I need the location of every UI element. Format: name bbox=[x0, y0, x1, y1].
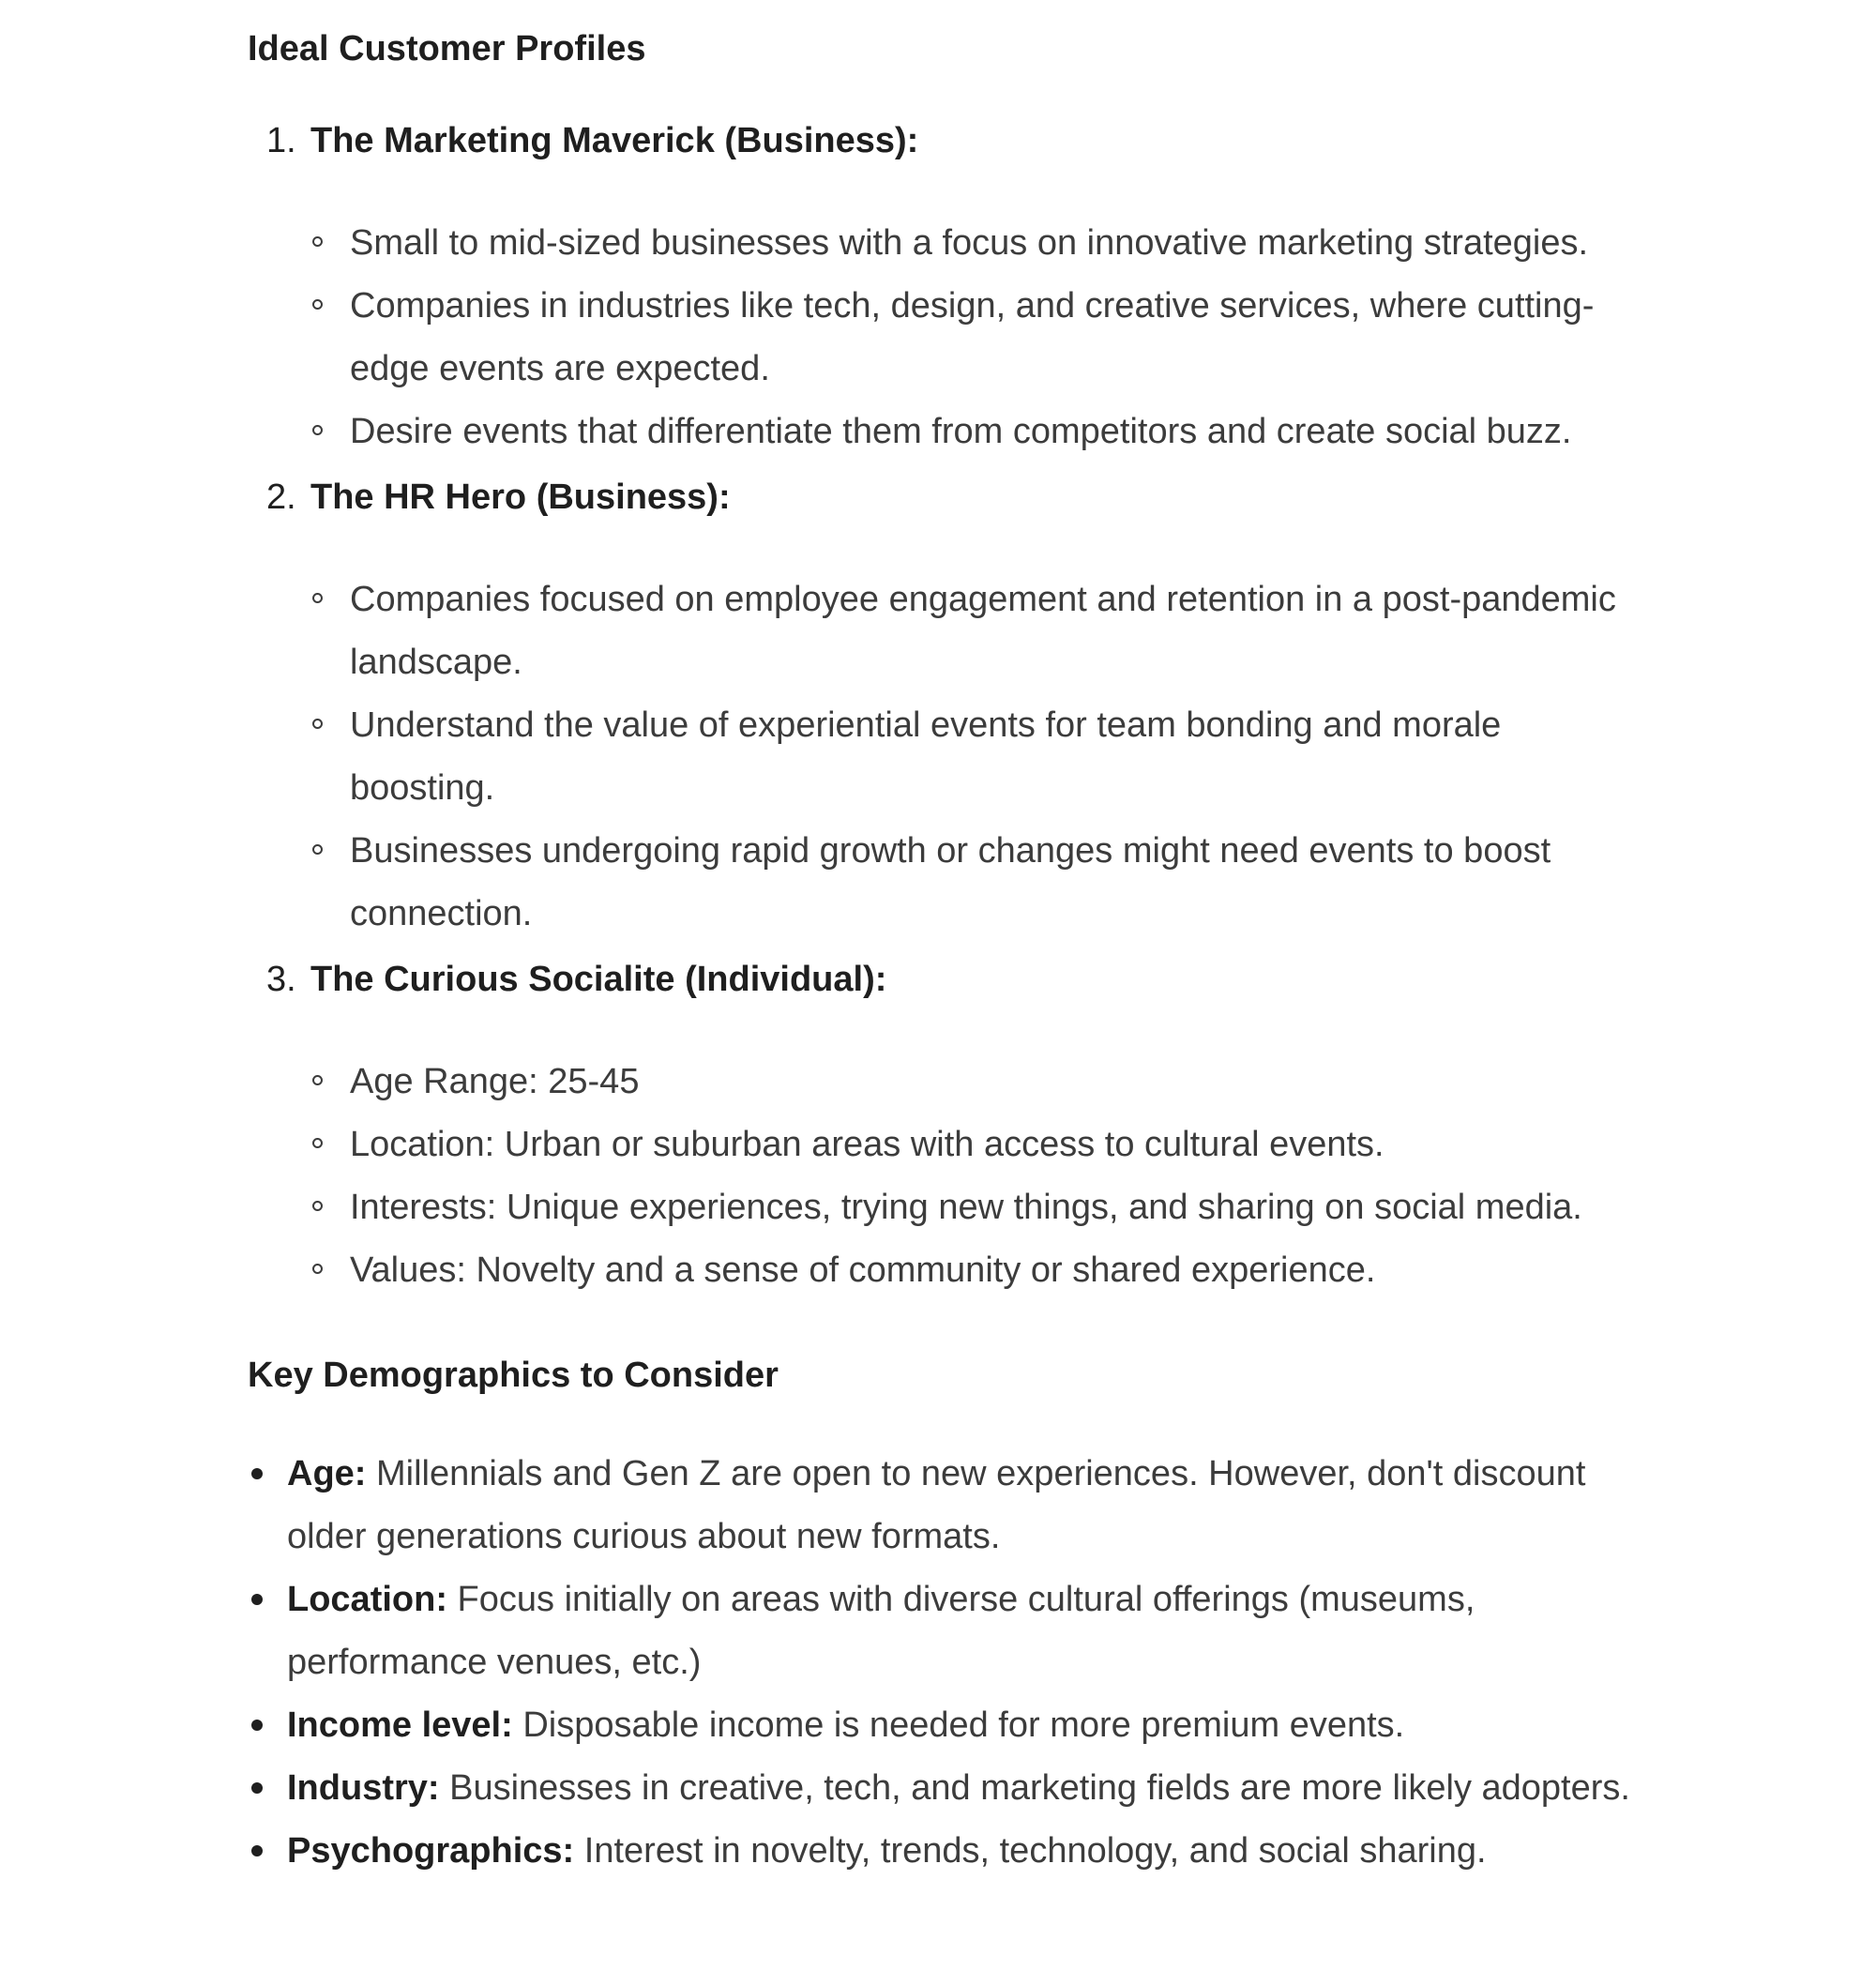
demographic-text: Interest in novelty, trends, technology, and social sharing. bbox=[574, 1831, 1487, 1871]
profile-title: The Marketing Maverick (Business): bbox=[310, 121, 919, 160]
profile-point bbox=[310, 568, 1636, 694]
disc-bullet-icon bbox=[251, 1782, 263, 1794]
profile-point-text: Understand the value of experiential events for team bonding and morale boosting. bbox=[350, 705, 1502, 808]
profile-item bbox=[248, 473, 1636, 946]
profile-point bbox=[310, 1114, 1636, 1176]
profile-point bbox=[310, 694, 1636, 820]
demographic-item bbox=[248, 1568, 1636, 1694]
circle-bullet-icon bbox=[312, 1264, 323, 1274]
demographic-text: Focus initially on areas with diverse cultural offerings (museums, performance venues, etc.) bbox=[287, 1580, 1475, 1682]
circle-bullet-icon bbox=[312, 1075, 323, 1085]
profile-points bbox=[310, 212, 1636, 463]
profile-point-text: Companies focused on employee engagement and retention in a post-pandemic landscape. bbox=[350, 580, 1616, 682]
profile-point-text: Interests: Unique experiences, trying new things, and sharing on social media. bbox=[350, 1188, 1582, 1227]
profile-title: The HR Hero (Business): bbox=[310, 477, 731, 517]
demographic-label: Income level: bbox=[287, 1705, 513, 1745]
demographic-item bbox=[248, 1820, 1636, 1883]
circle-bullet-icon bbox=[312, 593, 323, 603]
demographics-list bbox=[248, 1443, 1636, 1883]
profile-point bbox=[310, 1051, 1636, 1114]
demographic-text: Millennials and Gen Z are open to new experiences. However, don't discount older generations curious about new formats. bbox=[287, 1454, 1586, 1556]
profile-number: 3. bbox=[266, 960, 296, 999]
profile-point-text: Values: Novelty and a sense of community or shared experience. bbox=[350, 1250, 1376, 1290]
profile-point bbox=[310, 212, 1636, 275]
ideal-customer-profiles-heading: Ideal Customer Profiles bbox=[248, 29, 646, 68]
profile-number: 2. bbox=[266, 477, 296, 517]
disc-bullet-icon bbox=[251, 1720, 263, 1731]
profile-point-text: Businesses undergoing rapid growth or changes might need events to boost connection. bbox=[350, 831, 1551, 933]
circle-bullet-icon bbox=[312, 425, 323, 435]
profile-point bbox=[310, 1176, 1636, 1239]
demographic-label: Age: bbox=[287, 1454, 367, 1493]
profile-points bbox=[310, 1051, 1636, 1302]
profile-point-text: Location: Urban or suburban areas with access to cultural events. bbox=[350, 1125, 1384, 1164]
profile-point-text: Small to mid-sized businesses with a focus on innovative marketing strategies. bbox=[350, 223, 1589, 263]
profile-points bbox=[310, 568, 1636, 946]
demographic-label: Psychographics: bbox=[287, 1831, 575, 1871]
disc-bullet-icon bbox=[251, 1468, 263, 1479]
demographic-text: Disposable income is needed for more premium events. bbox=[512, 1705, 1405, 1745]
demographic-item bbox=[248, 1443, 1636, 1568]
disc-bullet-icon bbox=[251, 1594, 263, 1605]
demographic-label: Location: bbox=[287, 1580, 447, 1619]
circle-bullet-icon bbox=[312, 1138, 323, 1148]
circle-bullet-icon bbox=[312, 844, 323, 855]
demographic-item bbox=[248, 1694, 1636, 1757]
demographic-item bbox=[248, 1757, 1636, 1820]
demographic-label: Industry: bbox=[287, 1768, 440, 1808]
profile-title: The Curious Socialite (Individual): bbox=[310, 960, 887, 999]
response-content bbox=[248, 24, 1636, 1883]
profile-point bbox=[310, 820, 1636, 946]
profile-point bbox=[310, 275, 1636, 401]
circle-bullet-icon bbox=[312, 299, 323, 310]
profile-point bbox=[310, 401, 1636, 463]
profile-point-text: Age Range: 25-45 bbox=[350, 1062, 640, 1101]
disc-bullet-icon bbox=[251, 1845, 263, 1856]
profile-number: 1. bbox=[266, 121, 296, 160]
demographic-text: Businesses in creative, tech, and marketing fields are more likely adopters. bbox=[439, 1768, 1630, 1808]
profile-item bbox=[248, 955, 1636, 1302]
circle-bullet-icon bbox=[312, 719, 323, 729]
profile-point bbox=[310, 1239, 1636, 1302]
circle-bullet-icon bbox=[312, 236, 323, 247]
profile-item bbox=[248, 116, 1636, 463]
circle-bullet-icon bbox=[312, 1201, 323, 1211]
profile-point-text: Desire events that differentiate them from competitors and create social buzz. bbox=[350, 412, 1572, 451]
profile-point-text: Companies in industries like tech, design, and creative services, where cutting-edge events are expected. bbox=[350, 286, 1595, 388]
profiles-list bbox=[248, 116, 1636, 1302]
key-demographics-heading: Key Demographics to Consider bbox=[248, 1356, 779, 1395]
